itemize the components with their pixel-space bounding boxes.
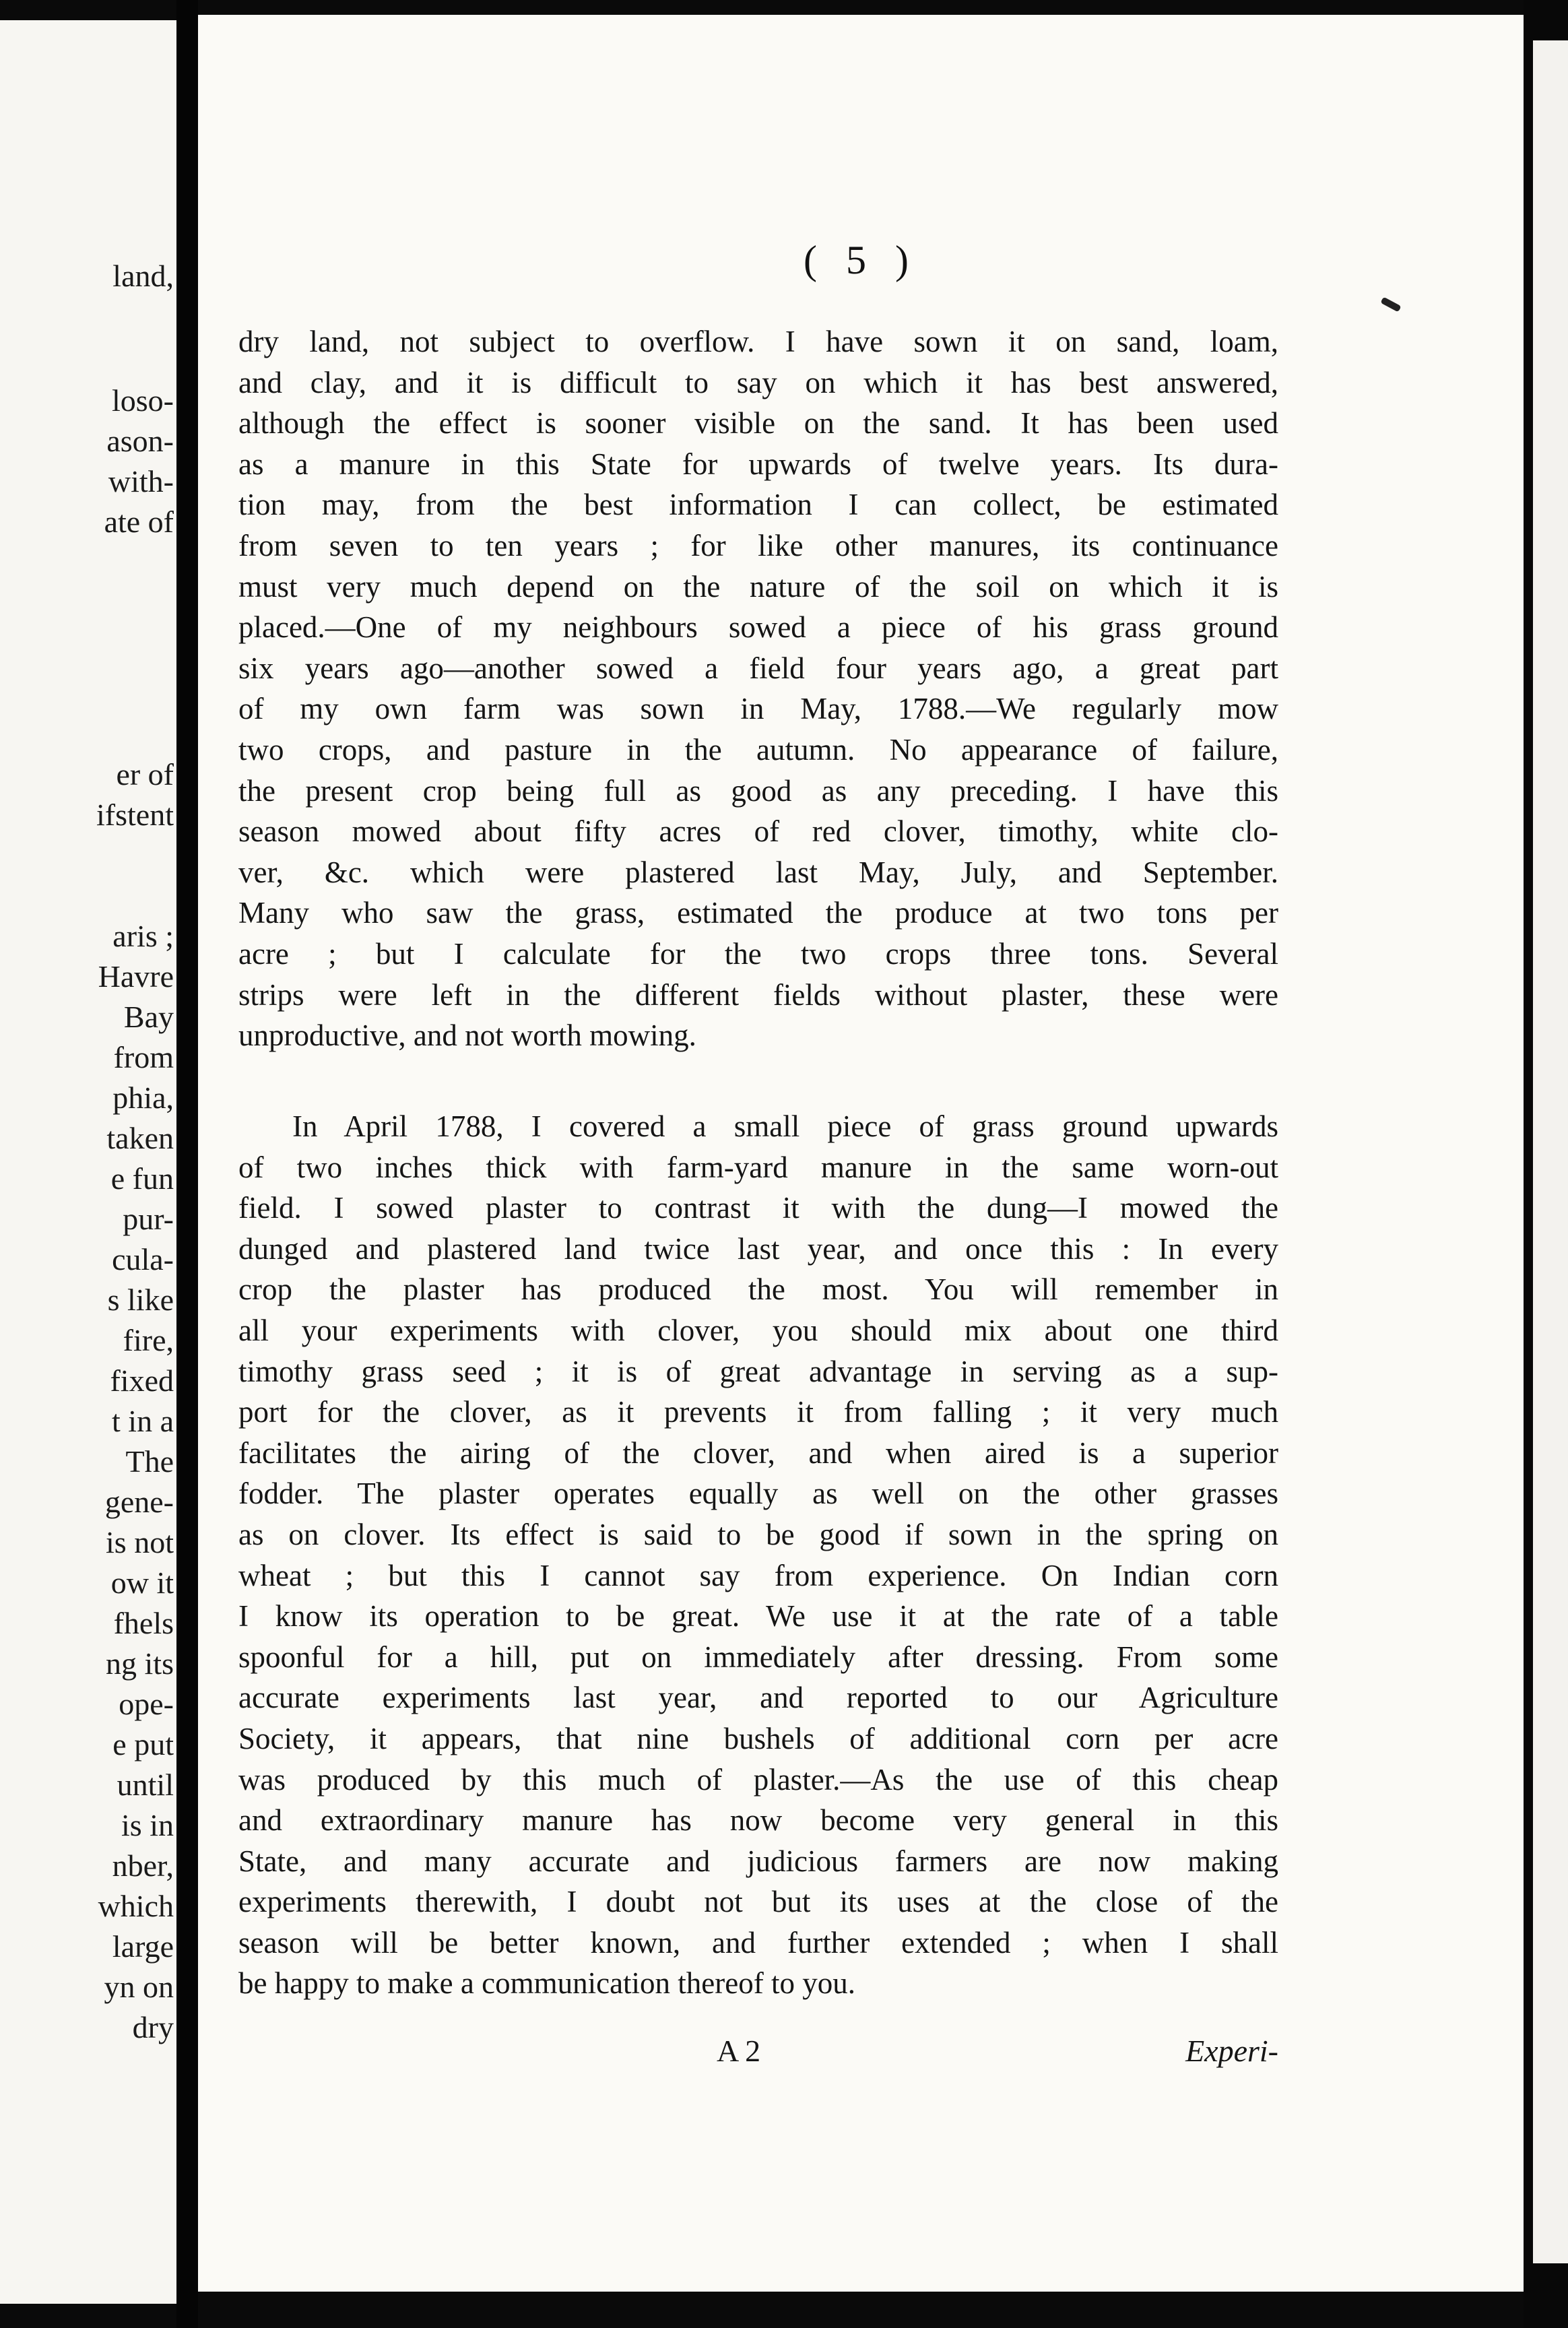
- text-line: must very much depend on the nature of the soil on which it is: [238, 569, 1278, 604]
- facing-page-line: Bay: [123, 1000, 174, 1034]
- text-line: six years ago—another sowed a field four years ago, a great part: [238, 651, 1278, 685]
- text-line: of two inches thick with farm-yard manure in the same worn-out: [238, 1150, 1278, 1184]
- page-number-heading: ( 5 ): [804, 238, 918, 282]
- paragraph-1: [238, 321, 1278, 1056]
- facing-page-line: large: [112, 1929, 174, 1964]
- facing-page-line: fire,: [123, 1323, 174, 1357]
- facing-page-line: ifstent: [96, 798, 174, 832]
- text-line: acre ; but I calculate for the two crops three tons. Several: [238, 936, 1278, 971]
- text-line: field. I sowed plaster to contrast it with the dung—I mowed the: [238, 1191, 1278, 1225]
- facing-page-line: is not: [106, 1525, 174, 1559]
- facing-page-line: pur-: [123, 1202, 174, 1236]
- text-line: I know its operation to be great. We use it at the rate of a table: [238, 1599, 1278, 1634]
- facing-page-line: ope-: [119, 1687, 174, 1721]
- text-line: fodder. The plaster operates equally as well on the other grasses: [238, 1477, 1278, 1511]
- facing-page-line: ason-: [106, 424, 174, 458]
- facing-page-line: e fun: [110, 1161, 174, 1196]
- facing-page-line: land,: [112, 259, 174, 293]
- text-line: timothy grass seed ; it is of great advantage in serving as a sup-: [238, 1354, 1278, 1388]
- text-line: and clay, and it is difficult to say on which it has best answered,: [238, 365, 1278, 399]
- text-line: experiments therewith, I doubt not but its uses at the close of the: [238, 1885, 1278, 1919]
- facing-page-line: t in a: [112, 1404, 174, 1438]
- facing-page-line: from: [113, 1040, 174, 1074]
- text-line: dunged and plastered land twice last year, and once this : In every: [238, 1231, 1278, 1266]
- text-line: strips were left in the different fields without plaster, these were: [238, 977, 1278, 1012]
- facing-page-line: ow it: [110, 1565, 174, 1600]
- catchword: Experi-: [1185, 2034, 1278, 2068]
- scan-right-edge: [1524, 0, 1568, 2328]
- facing-page-line: e put: [112, 1727, 174, 1761]
- facing-page-line: ng its: [106, 1646, 174, 1681]
- facing-page-fragment: [0, 20, 176, 2304]
- text-line: wheat ; but this I cannot say from experience. On Indian corn: [238, 1558, 1278, 1592]
- text-line: spoonful for a hill, put on immediately after dressing. From some: [238, 1640, 1278, 1674]
- facing-page-line: Havre: [98, 959, 174, 994]
- facing-page-line: loso-: [112, 383, 174, 418]
- text-line: crop the plaster has produced the most. You will remember in: [238, 1272, 1278, 1307]
- facing-page-line: dry: [132, 2010, 174, 2044]
- book-page: [198, 15, 1524, 2292]
- facing-page-line: er of: [116, 757, 174, 791]
- text-line: be happy to make a communication thereof to you.: [238, 1966, 855, 2001]
- text-line: was produced by this much of plaster.—As the use of this cheap: [238, 1762, 1278, 1797]
- text-line: State, and many accurate and judicious farmers are now making: [238, 1844, 1278, 1878]
- facing-page-line: taken: [106, 1121, 174, 1155]
- signature-mark: A 2: [717, 2034, 761, 2068]
- text-line: as a manure in this State for upwards of twelve years. Its dura-: [238, 447, 1278, 481]
- facing-page-line: is in: [121, 1808, 174, 1842]
- facing-page-line: which: [98, 1889, 174, 1923]
- ink-mark: [1380, 297, 1401, 313]
- facing-page-line: s like: [107, 1283, 174, 1317]
- facing-page-line: phia,: [112, 1080, 174, 1115]
- facing-page-line: fixed: [110, 1363, 174, 1398]
- text-line: from seven to ten years ; for like other manures, its continuance: [238, 528, 1278, 562]
- text-line: Many who saw the grass, estimated the produce at two tons per: [238, 896, 1278, 930]
- text-line: season mowed about fifty acres of red clover, timothy, white clo-: [238, 814, 1278, 849]
- text-line: Society, it appears, that nine bushels of additional corn per acre: [238, 1721, 1278, 1755]
- text-line: all your experiments with clover, you should mix about one third: [238, 1313, 1278, 1347]
- next-page-edge: [1533, 40, 1568, 2263]
- text-line: In April 1788, I covered a small piece of grass ground upwards: [292, 1109, 1278, 1143]
- text-line: the present crop being full as good as any preceding. I have this: [238, 773, 1278, 808]
- text-line: two crops, and pasture in the autumn. No appearance of failure,: [238, 732, 1278, 767]
- text-line: season will be better known, and further extended ; when I shall: [238, 1925, 1278, 1960]
- facing-page-line: aris ;: [112, 919, 174, 953]
- text-line: of my own farm was sown in May, 1788.—We regularly mow: [238, 692, 1278, 726]
- facing-page-line: fhels: [113, 1606, 174, 1640]
- text-line: placed.—One of my neighbours sowed a piece of his grass ground: [238, 610, 1278, 645]
- facing-page-line: ate of: [104, 505, 174, 539]
- text-line: although the effect is sooner visible on the sand. It has been used: [238, 406, 1278, 441]
- facing-page-line: nber,: [112, 1848, 174, 1883]
- text-line: dry land, not subject to overflow. I have sown it on sand, loam,: [238, 325, 1278, 358]
- text-line: port for the clover, as it prevents it from falling ; it very much: [238, 1395, 1278, 1429]
- facing-page-line: with-: [108, 464, 174, 498]
- facing-page-line: gene-: [104, 1485, 174, 1519]
- text-line: as on clover. Its effect is said to be good if sown in the spring on: [238, 1517, 1278, 1551]
- paragraph-2: [238, 1106, 1278, 2004]
- facing-page-line: until: [117, 1768, 174, 1802]
- text-line: ver, &c. which were plastered last May, July, and September.: [238, 855, 1278, 889]
- facing-page-line: cula-: [112, 1242, 174, 1276]
- text-line: unproductive, and not worth mowing.: [238, 1019, 696, 1053]
- facing-page-line: The: [125, 1444, 174, 1479]
- book-gutter: [176, 0, 198, 2328]
- text-line: facilitates the airing of the clover, and when aired is a superior: [238, 1435, 1278, 1470]
- text-line: accurate experiments last year, and reported to our Agriculture: [238, 1681, 1278, 1715]
- text-line: and extraordinary manure has now become very general in this: [238, 1803, 1278, 1838]
- text-line: tion may, from the best information I can collect, be estimated: [238, 488, 1278, 522]
- facing-page-line: yn on: [104, 1970, 174, 2004]
